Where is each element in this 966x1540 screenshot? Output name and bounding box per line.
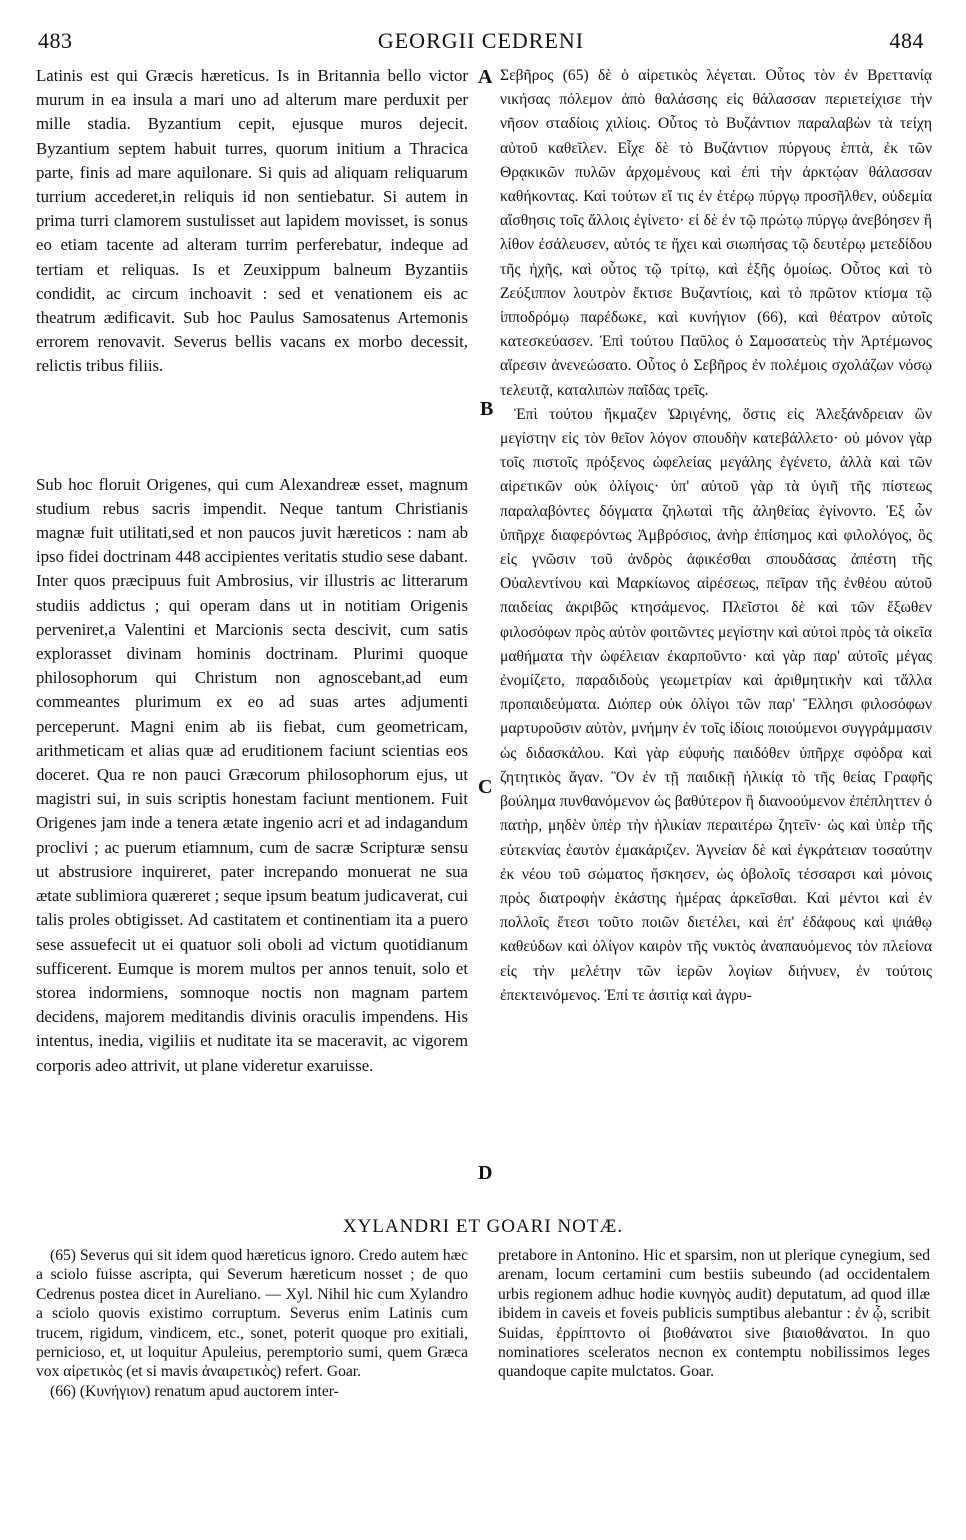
note-66-continued: pretabore in Antonino. Hic et sparsim, non ut plerique cynegium, sed arenam, locum certamini cum bestiis subeundo (ad occidentalem urbis regionem adhuc hodie κυνηγὸς audit) deputatum, ad quod illæ ibidem in caveis et foveis publicis sumptibus alebantur : ἐν ᾧ, scribit Suidas, ἐρρίπτοντο οἱ βιοθάνατοι sive βιαιοθάνατοι. In quo nominatiores sceleratos necnon ex contemptu nobilissimos leges quandoque capite mulctatos. Goar. bbox=[498, 1247, 930, 1381]
column-gap bbox=[36, 379, 468, 473]
notes-left-column bbox=[36, 1246, 468, 1401]
note-66: (66) (Κυνήγιον) renatum apud auctorem inter- bbox=[50, 1382, 339, 1400]
running-title: GEORGII CEDRENI bbox=[377, 28, 585, 53]
greek-paragraph-2: Ἐπὶ τούτου ἤκμαζεν Ὠριγένης, ὅστις εἰς Ἀλεξάνδρειαν ὢν μεγίστην εἰς τὸν θεῖον λόγον σπουδὴν κατεβάλλετο· οὐ μόνον γὰρ τοῖς πιστοῖς πρόξενος ὠφελείας μεγάλης ἐγένετο, ἀλλὰ καὶ τῶν αἱρετικῶν οὐκ ὀλίγοις· ὑπ' αὐτοῦ γὰρ τὰ ὑγιῆ τῆς πίστεως παραλαβόντες δόγματα ζηλωταὶ τῆς ἀληθείας ἐγίνοντο. Ἐξ ὧν ὑπῆρχε διαφερόντως Ἀμβρόσιος, ἀνὴρ ἐπίσημος καὶ φιλολόγος, ὃς εἰς γνῶσιν τοῦ ἀνδρὸς ἀφικέσθαι σπουδάσας ἀπέστη τῆς Οὐαλεντίνου καὶ Μαρκίωνος αἱρέσεως, πεῖραν τῆς ἐνθέου αὐτοῦ παιδείας ἀκριβῶς κτησάμενος. Πλεῖστοι δὲ καὶ τῶν ἔξωθεν φιλοσόφων πρὸς αὐτὸν φοιτῶντες μεγίστην καὶ αὐτοὶ πρὸς τὰ οἰκεῖα μαθήματα τὴν ὠφέλειαν ἐκαρποῦντο· καὶ γὰρ παρ' αὐτοῖς μέγας ἐνομίζετο, παραδιδοὺς γεωμετρίαν καὶ ἀριθμητικὴν καὶ τἄλλα προπαιδεύματα. Διόπερ οὐκ ὀλίγοι τῶν παρ' Ἕλλησι φιλοσόφων μαρτυροῦσιν αὐτὸν, μνήμην ἐν τοῖς ἰδίοις ποιούμενοι συγγράμμασιν ὡς διδασκάλου. Καὶ γὰρ εὐφυὴς παιδόθεν ὑπῆρχε σφόδρα καὶ ζητητικὸς ἄγαν. Ὃν ἐν τῇ παιδικῇ ἡλικίᾳ τὸ τῆς θείας Γραφῆς βούλημα πυνθανόμενον ὡς βαθύτερον ἢ διανοούμενον ἐπέπληττεν ὁ πατὴρ, μηδὲν ὑπὲρ τὴν ἡλικίαν περαιτέρω ζητεῖν· ὡς καὶ ὑπὲρ τῆς εὐτεκνίας ἑαυτὸν ἐμακάριζεν. Ἁγνείαν δὲ καὶ ἐγκράτειαν τοσαύτην ἐκ νέου τοῦ σώματος ἤσκησεν, ὡς ὀβολοῖς τέσσαρσι καὶ μόνοις πρὸς διατροφὴν ἑκάστης ἡμέρας ἀρκεῖσθαι. Καὶ μέντοι καὶ ἐν πολλοῖς ἔτεσι τοῦτο ποιῶν διετέλει, καὶ ἐπ' ἐδάφους καὶ ψιάθῳ καθεύδων καὶ ὀλίγον καιρὸν τῆς νυκτὸς ἀναπαυόμενος τὸν πλείονα εἰς τὴν μελέτην τῶν ἱερῶν λογίων διήνυεν, ἐν τούτοις ἐπεκτεινόμενος. Ἐπί τε ἀσιτίᾳ καὶ ἀγρυ- bbox=[500, 405, 932, 1004]
greek-paragraph-1: Σεβῆρος (65) δὲ ὁ αἱρετικὸς λέγεται. Οὗτος τὸν ἐν Βρεττανίᾳ νικήσας πόλεμον ἀπὸ θαλάσσης εἰς θάλασσαν περιετείχισε τὴν νῆσον σταδίοις χιλίοις. Οὗτος τὸ Βυζάντιον παραλαβὼν τὰ τείχη αὐτοῦ καθεῖλεν. Εἶχε δὲ τὸ Βυζάντιον πύργους ἑπτὰ, ἐκ τῶν Θρᾳκικῶν πυλῶν ἀρχομένους καὶ ἐπὶ τὴν ἀρκτῴαν θάλασσαν καθήκοντας. Καὶ τούτων εἴ τις ἐν ἑτέρῳ πύργῳ προσῆλθεν, οὐδεμία αἴσθησις τοῖς ἄλλοις ἐγίνετο· εἰ δὲ ἐν τῷ πρώτῳ πύργῳ ἀνεβόησεν ἢ λίθον ἐσάλευσεν, αὐτός τε ἤχει καὶ σιωπήσας τῷ δευτέρῳ μετεδίδου τῆς ἠχῆς, καὶ οὗτος τῷ τρίτῳ, καὶ ἑξῆς ὁμοίως. Οὗτος καὶ τὸ Ζεύξιππον λουτρὸν ἔκτισε Βυζαντίοις, καὶ τὸ πρῶτον κτίσμα τῷ ἱπποδρόμῳ παρέδωκε, καὶ κυνήγιον (66), καὶ θέατρον αὐτοῖς κατεσκεύασεν. Ἐπὶ τούτου Παῦλος ὁ Σαμοσατεὺς τὴν Ἀρτέμωνος αἵρεσιν ἀνενεώσατο. Οὗτος ὁ Σεβῆρος ἐν πολέμοις σχολάζων νόσῳ τελευτᾷ, καταλιπὼν παῖδας τρεῖς. bbox=[500, 67, 932, 399]
page-header bbox=[38, 28, 924, 62]
section-marker-c: C bbox=[478, 776, 493, 798]
section-marker-b: B bbox=[480, 398, 494, 420]
note-65: (65) Severus qui sit idem quod hæreticus ignoro. Credo autem hæc a sciolo fuisse ascripta, qui Severum hæreticum nosset ; de quo Cedrenus postea dicet in Aureliano. — Xyl. Nihil hic cum Xylandro a sciolo quovis existimo corruptum. Severus enim Latinis cum trucem, rigidum, vindicem, etc., sonet, poterit quoque pro exitiali, pernicioso, et, ut loquitur Apuleius, peremptorio sumi, quem Græca vox αἱρετικὸς (et si mavis ἀναιρετικὸς) refert. Goar. bbox=[36, 1247, 468, 1381]
greek-column bbox=[500, 64, 932, 1008]
notes-right-column bbox=[498, 1246, 930, 1382]
page-number-right: 484 bbox=[889, 28, 924, 53]
page-number-left: 483 bbox=[38, 28, 73, 53]
section-marker-a: A bbox=[478, 66, 493, 88]
notes-title: XYLANDRI ET GOARI NOTÆ. bbox=[342, 1216, 624, 1237]
latin-paragraph-1: Latinis est qui Græcis hæreticus. Is in Britannia bello victor murum in ea insula a mari uno ad alterum mare perduxit per mille stadia. Byzantium cepit, ejusque muros dejecit. Byzantium septem habuit turres, quorum initium a Thracica parte, finis ad mare aquilonare. Si quis ad aliquam reliquarum turrium accederet,in reliquis id non sentiebatur. Si autem in prima turri clamorem sustulisset aut lapidem movisset, is sonus eo etiam tacente ad alteram turrim perferebatur, indeque ad tertiam et reliquas. Is et Zeuxippum balneum Byzantiis condidit, ac circum inchoavit : sed et venationem eis ac theatrum ædificavit. Sub hoc Paulus Samosatenus Artemonis errorem renovavit. Severus bellis vacans ex morbo decessit, relictis tribus filiis. bbox=[36, 66, 468, 376]
section-marker-d: D bbox=[478, 1162, 493, 1184]
latin-column bbox=[36, 64, 468, 1078]
latin-paragraph-2: Sub hoc floruit Origenes, qui cum Alexandreæ esset, magnum studium rebus sacris impendit. Neque tantum Christianis magnæ fuit utilitati,sed et non paucos juvit hæreticos : nam ab ipso fidei doctrinam 448 accipientes veritatis studio sese dabant. Inter quos præcipuus fuit Ambrosius, vir illustris ac litterarum studiis addictus ; qui operam dans ut in notitiam Origenis perveniret,a Valentini et Marcionis secta descivit, cum satis explorasset divinam hominis doctrinam. Plurimi quoque philosophorum qui Christum non agnoscebant,ad eum commeantes plurimum ex eo ad suas artes adjumenti perceperunt. Magni enim ab iis fiebat, cum geometricam, arithmeticam et alias quæ ad eruditionem faciunt scientias eos doceret. Qua re non pauci Græcorum philosophorum ejus, ut magistri sui, in suis scriptis honestam faciunt mentionem. Fuit Origenes jam inde a tenera ætate ingenio acri et ad indagandum proclivi ; ac puerum etiamnum, cum de sacræ Scripturæ sensu ut abstrusiore inquireret, pater increpando monuerat ne sua ætate sublimiora quæreret ; seque ipsum beatum judicaverat, cui talis proles obtigisset. Ad castitatem et continentiam ita a puero sese assuefecit ut ei quatuor soli oboli ad victum quotidianum sufficerent. Eumque is morem multos per annos tenuit, solo et storea indormiens, somnoque noctis non magnam partem decidens, majorem meditandis divinis oraculis impendens. His intentus, inedia, vigiliis et nuditate ita se maceravit, ac vigorem corporis adeo attrivit, ut plane videretur exaruisse. bbox=[36, 474, 469, 1075]
